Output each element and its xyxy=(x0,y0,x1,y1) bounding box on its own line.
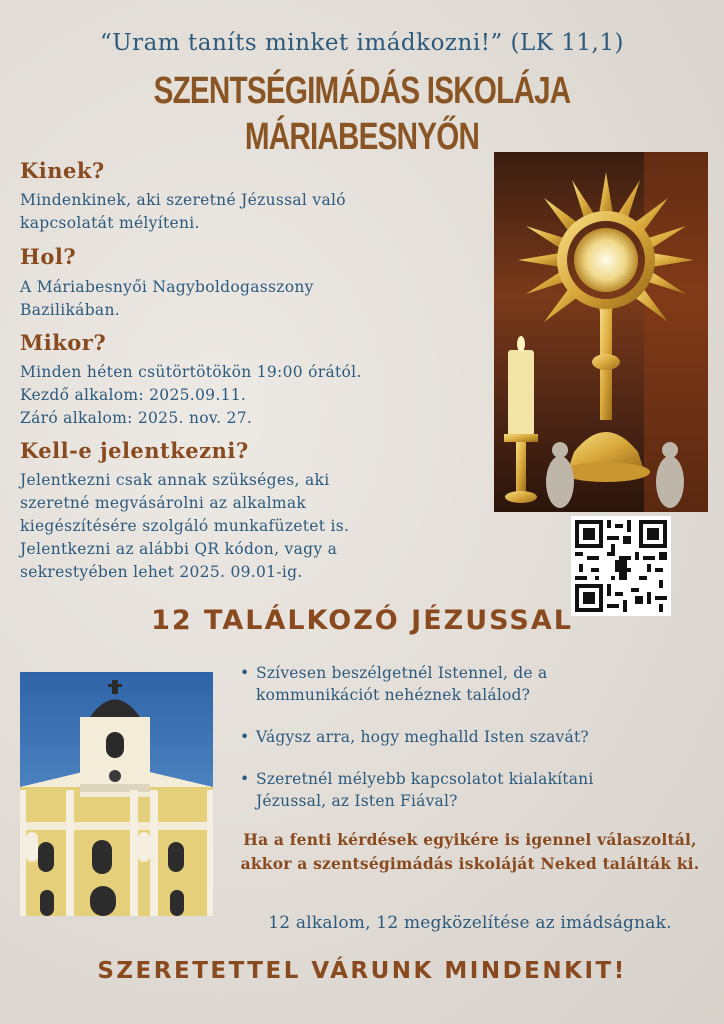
heading-mikor: Mikor? xyxy=(20,330,107,355)
section-title: 12 TALÁLKOZÓ JÉZUSSAL xyxy=(151,605,573,636)
text-jelentkezes xyxy=(20,469,480,584)
text-line: Jelentkezni csak annak szükséges, aki xyxy=(20,471,330,489)
question-line: • Szívesen beszélgetnél Istennel, de a xyxy=(256,664,548,682)
heading-hol: Hol? xyxy=(20,244,77,269)
footer-text: SZERETETTEL VÁRUNK MINDENKIT! xyxy=(97,958,627,984)
text-line: sekrestyében lehet 2025. 09.01-ig. xyxy=(20,563,303,581)
invite-text xyxy=(222,828,718,876)
invite-line: akkor a szentségimádás iskoláját Neked találták ki. xyxy=(240,854,700,873)
text-line: kapcsolatát mélyíteni. xyxy=(20,214,200,232)
question-line: kommunikációt nehéznek találod? xyxy=(256,686,531,704)
list-item xyxy=(240,726,710,748)
text-mikor xyxy=(20,361,480,430)
text-line: szeretné megvásárolni az alkalmak xyxy=(20,494,307,512)
list-item xyxy=(240,662,710,706)
heading-jelentkezes: Kell-e jelentkezni? xyxy=(20,438,249,463)
text-line: A Máriabesnyői Nagyboldogasszony xyxy=(20,278,314,296)
church-photo xyxy=(20,672,213,916)
invite-line: Ha a fenti kérdések egyikére is igennel válaszoltál, xyxy=(243,830,697,849)
question-line: • Vágysz arra, hogy meghalld Isten szavát? xyxy=(256,728,589,746)
list-item xyxy=(240,768,710,812)
text-line: kiegészítésére szolgáló munkafüzetet is. xyxy=(20,517,350,535)
count-text: 12 alkalom, 12 megközelítése az imádságnak. xyxy=(268,913,672,933)
quote: “Uram taníts minket imádkozni!” (LK 11,1) xyxy=(100,30,624,56)
text-line: Mindenkinek, aki szeretné Jézussal való xyxy=(20,191,346,209)
question-line: • Szeretnél mélyebb kapcsolatot kialakítani xyxy=(256,770,594,788)
question-list xyxy=(240,662,710,832)
text-line: Záró alkalom: 2025. nov. 27. xyxy=(20,409,253,427)
heading-kinek: Kinek? xyxy=(20,158,105,183)
text-kinek xyxy=(20,189,480,235)
qr-code[interactable] xyxy=(571,516,671,616)
title-line-2: MÁRIABESNYŐN xyxy=(244,116,480,158)
title-line-1: SZENTSÉGIMÁDÁS ISKOLÁJA xyxy=(153,70,571,112)
text-line: Kezdő alkalom: 2025.09.11. xyxy=(20,386,247,404)
text-line: Jelentkezni az alábbi QR kódon, vagy a xyxy=(20,540,338,558)
question-line: Jézussal, az Isten Fiával? xyxy=(256,792,458,810)
text-line: Bazilikában. xyxy=(20,301,120,319)
text-hol xyxy=(20,276,480,322)
text-line: Minden héten csütörtötökön 19:00 órától. xyxy=(20,363,362,381)
monstrance-photo xyxy=(494,152,708,512)
